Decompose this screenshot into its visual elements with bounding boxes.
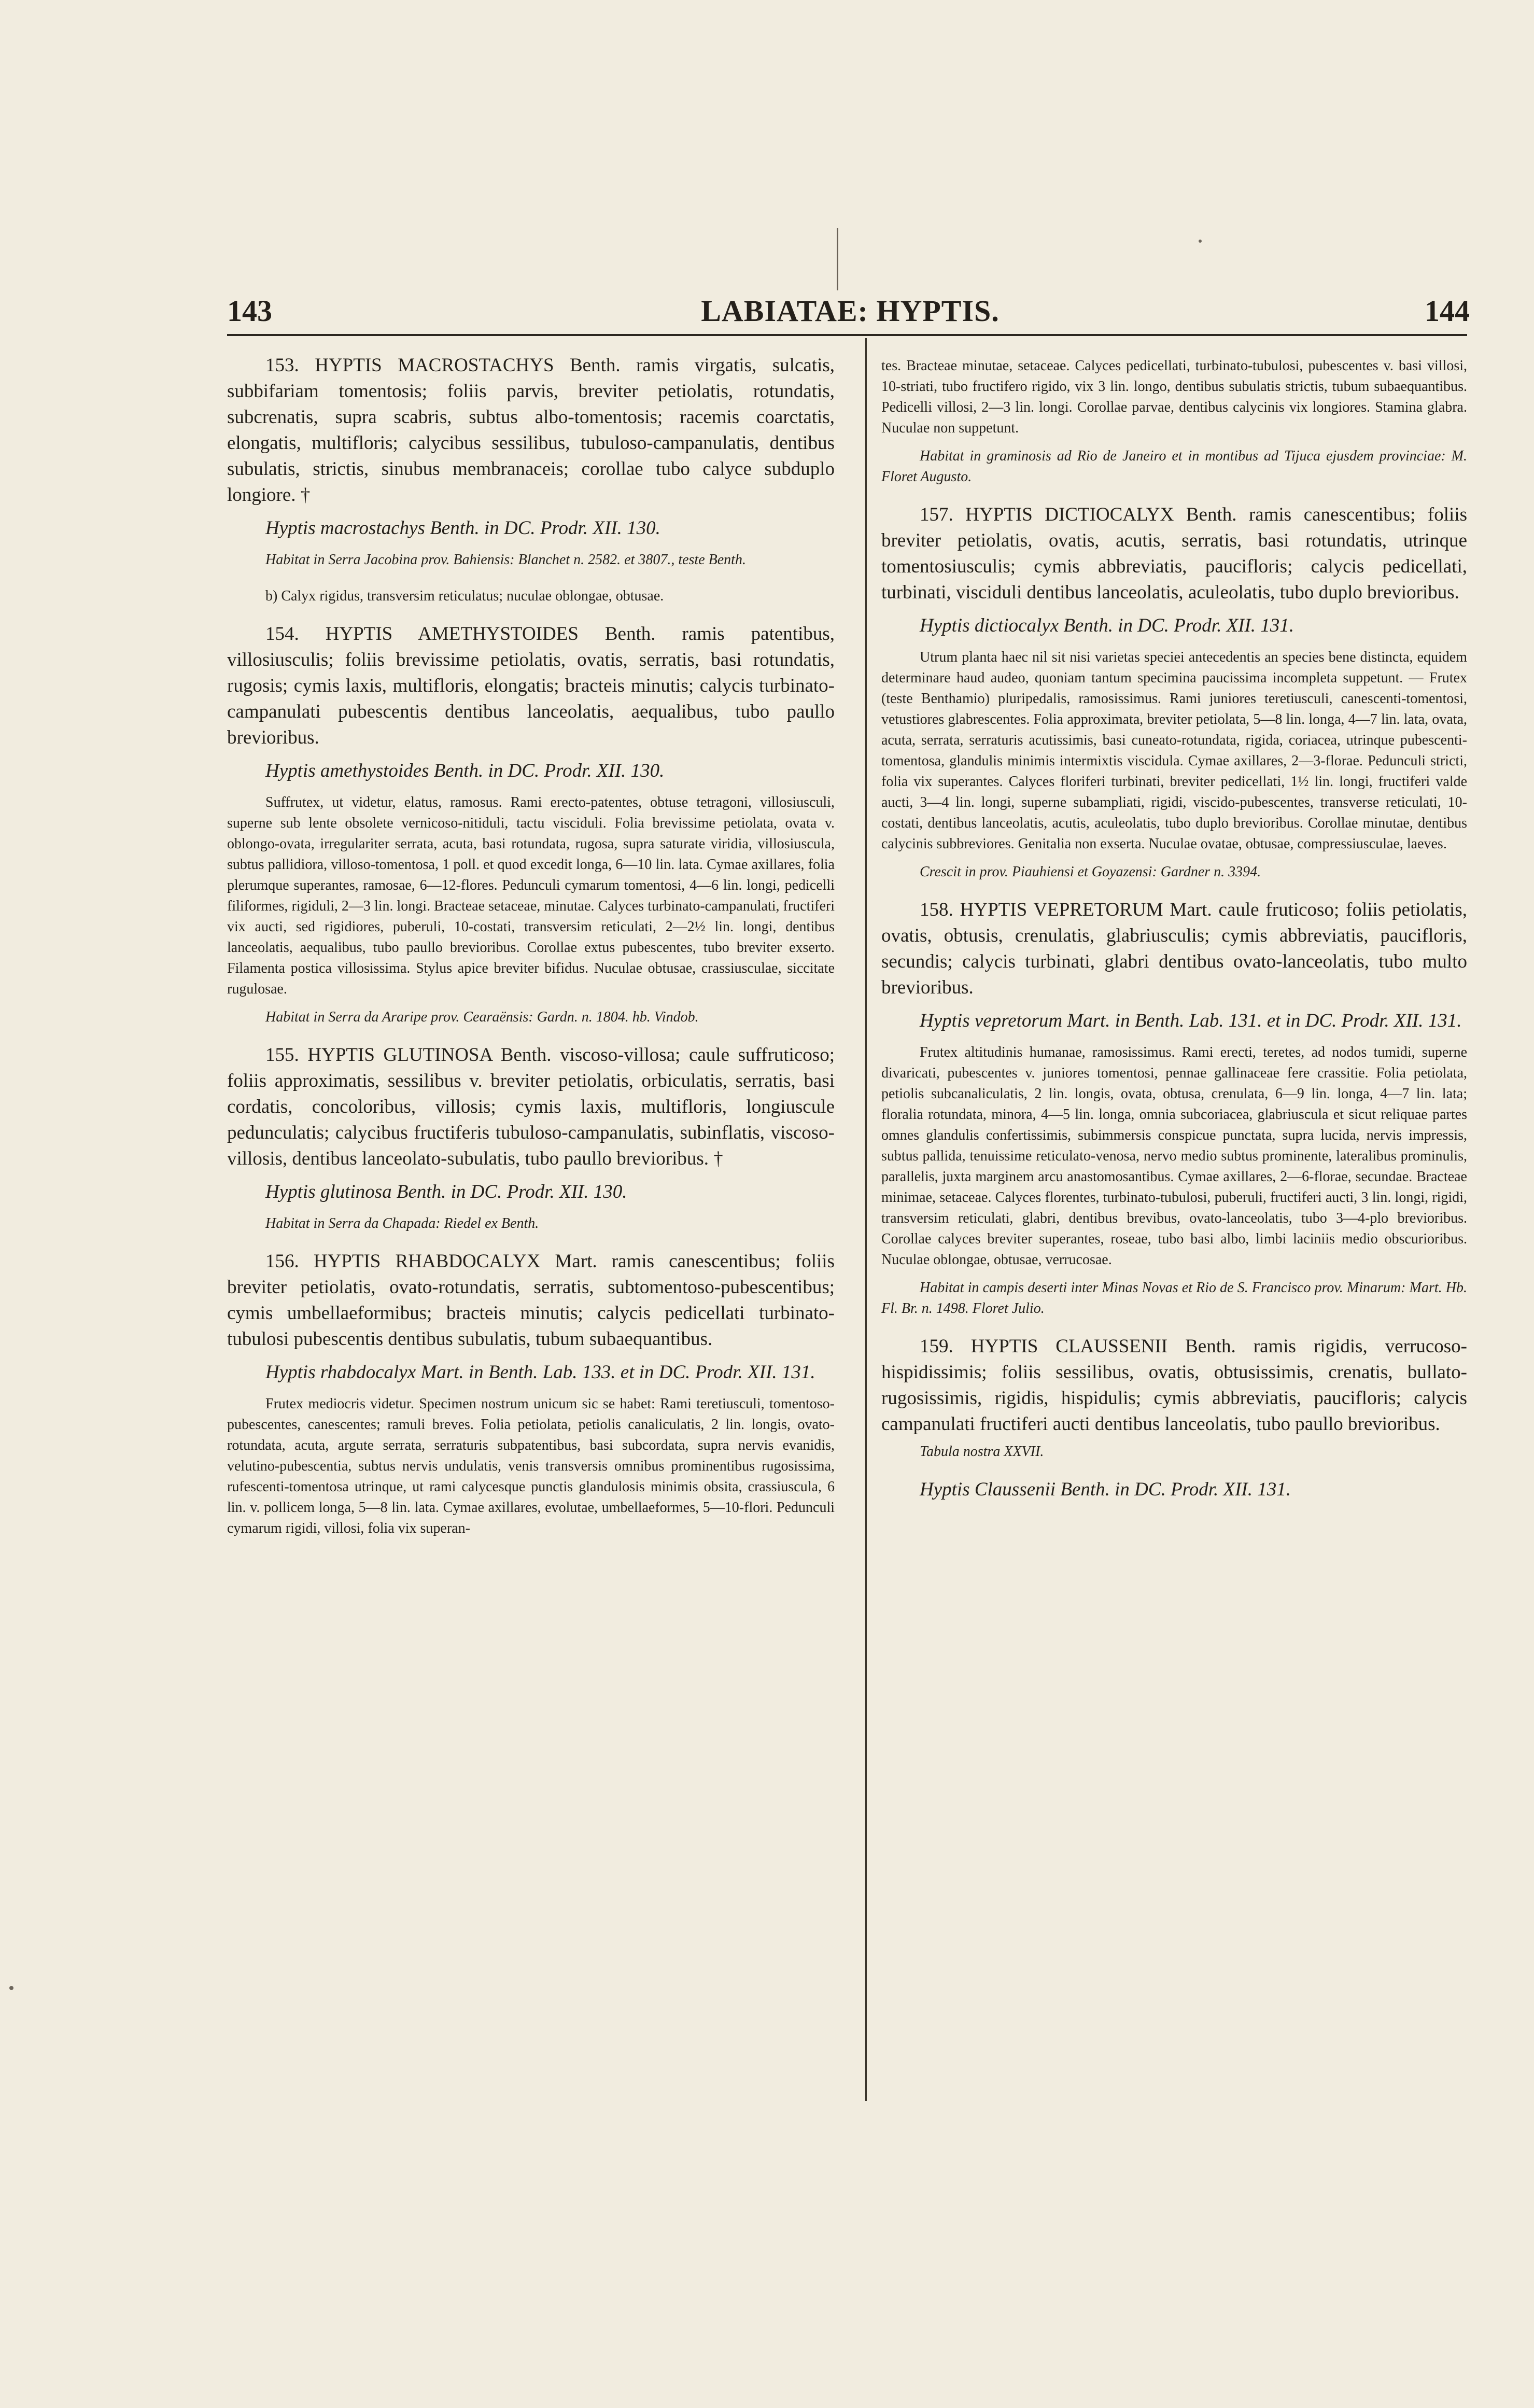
species-154-citation: Hyptis amethystoides Benth. in DC. Prodr. XII. 130. (265, 760, 665, 781)
column-divider (865, 338, 867, 2101)
species-153-habitat: Habitat in Serra Jacobina prov. Bahiensis: Blanchet n. 2582. et 3807., teste Benth. (265, 552, 746, 568)
species-157-citation: Hyptis dictiocalyx Benth. in DC. Prodr. XII. 131. (920, 615, 1294, 636)
species-156-description: Frutex mediocris videtur. Specimen nostrum unicum sic se habet: Rami teretiusculi, tomentoso-pubescentes, canescentes; ramuli breves. Folia petiolata, petiolis canaliculatis, 2 lin. longis, ovato-rotundata, acuta, argute serrata, serraturis subpatentibus, basi subcordata, supra nervis evanidis, velutino-pubescentia, subtus nervis undulatis, venis transversis omnibus prominentibus rugosissima, rufescenti-tomentosa utrinque, ut rami calycesque punctis glandulosis minimis obsita, crassiuscula, 6 lin. v. pollicem longa, 5—8 lin. lata. Cymae axillares, evolutae, umbellaeformes, 5—10-flori. Pedunculi cymarum rigidi, villosi, folia vix superan- (227, 1396, 835, 1536)
species-155-citation: Hyptis glutinosa Benth. in DC. Prodr. XII. 130. (265, 1181, 627, 1202)
species-154-diagnosis: 154. HYPTIS AMETHYSTOIDES Benth. ramis patentibus, villosiusculis; foliis brevissime petiolatis, ovatis, serratis, basi rotundatis, rugosis; cymis laxis, multifloris, elongatis; bracteis minutis; calycis turbinato-campanulati pubescentis dentibus lanceolatis, aequalibus, tubo paullo brevioribus. (227, 623, 835, 748)
species-158-description: Frutex altitudinis humanae, ramosissimus. Rami erecti, teretes, ad nodos tumidi, superne divaricati, pubescentes v. juniores tomentosi, pennae gallinaceae fere crassitie. Folia petiolata, petiolis subcanaliculatis, 2 lin. longis, ovata, obtusa, crenulata, 6—9 lin. longa, 4—7 lin. lata; floralia rotundata, minora, 4—5 lin. longa, omnia subcoriacea, glabriuscula et sicut reliquae partes omnes glandulis confertissimis, subimmersis conspicue punctata, supra lucida, nervis impressis, subtus pallida, tenuissime reticulato-venosa, nervo medio subtus prominente, lateralibus prominulis, parallelis, juxta marginem arcu anastomosantibus. Cymae axillares, 2—6-florae, secundae. Bracteae minimae, setaceae. Calyces florentes, turbinato-tubulosi, puberuli, fructiferi aucti, 3 lin. longi, rigidi, transversim reticulati, glabri, dentibus brevibus, ovato-lanceolatis, tubo 3—4-plo brevioribus. Corollae calyces breviter superantes, roseae, tubo basi albo, limbi laciniis medio obscurioribus. Nuculae oblongae, obtusae, verrucosae. (881, 1044, 1467, 1268)
species-158-habitat: Habitat in campis deserti inter Minas Novas et Rio de S. Francisco prov. Minarum: Mart. Hb. Fl. Br. n. 1498. Floret Julio. (881, 1280, 1467, 1317)
species-153-variety: b) Calyx rigidus, transversim reticulatus; nuculae oblongae, obtusae. (265, 588, 664, 604)
species-156-diagnosis: 156. HYPTIS RHABDOCALYX Mart. ramis canescentibus; foliis breviter petiolatis, ovato-rotundatis, serratis, subtomentoso-pubescentibus; cymis umbellaeformibus; bracteis minutis; calycis pedicellati turbinato-tubulosi pubescentis dentibus subulatis, tubum subaequantibus. (227, 1251, 835, 1350)
species-156-citation: Hyptis rhabdocalyx Mart. in Benth. Lab. 133. et in DC. Prodr. XII. 131. (265, 1362, 815, 1383)
species-159 (881, 1334, 1467, 1503)
page-number-right: 144 (1425, 294, 1470, 328)
page-header (0, 290, 1534, 332)
species-157-description: Utrum planta haec nil sit nisi varietas speciei antecedentis an species bene distincta, equidem determinare haud audeo, quoniam tantum specimina paucissima incompleta suppetunt. — Frutex (teste Benthamio) pluripedalis, ramosissimus. Rami juniores teretiusculi, canescenti-tomentosi, vetustiores glabrescentes. Folia approximata, breviter petiolata, 5—8 lin. longa, 4—7 lin. lata, ovata, acuta, serrata, serraturis acutissimis, basi cuneato-rotundata, rigida, coriacea, utrinque pubescenti-tomentosa, glandulis minimis intermixtis viscidula. Cymae axillares, 2—3-florae. Pedunculi stricti, folia vix superantes. Calyces floriferi turbinati, breviter pedicellati, 1½ lin. longi, fructiferi valde aucti, 3—4 lin. longi, superne subampliati, rigidi, viscido-pubescentes, transverse reticulati, 10-costati, dentibus lanceolatis, acutis, aculeolatis, tubo duplo brevioribus. Corollae minutae, dentibus calycinis subbreviores. Genitalia non exserta. Nuculae ovatae, obtusae, compressiusculae, laeves. (881, 649, 1467, 852)
right-column (881, 353, 1467, 1517)
species-157 (881, 502, 1467, 883)
species-154 (227, 621, 835, 1028)
species-158-citation: Hyptis vepretorum Mart. in Benth. Lab. 131. et in DC. Prodr. XII. 131. (920, 1010, 1462, 1031)
species-154-description: Suffrutex, ut videtur, elatus, ramosus. Rami erecto-patentes, obtuse tetragoni, villosiusculi, superne sub lente obsolete vernicoso-nitiduli, tactu visciduli. Folia brevissime petiolata, ovata v. oblongo-ovata, irregulariter serrata, acuta, basi rotundata, rugosa, supra saturate viridia, villosiuscula, subtus pallidiora, villoso-tomentosa, 1 poll. et quod excedit longa, 6—10 lin. lata. Cymae axillares, folia plerumque superantes, ramosae, 6—12-flores. Pedunculi cymarum tomentosi, 4—6 lin. longi, pedicelli filiformes, rigiduli, 2—3 lin. longi. Bracteae setaceae, minutae. Calyces turbinato-campanulati, fructiferi vix aucti, sed rigidiores, puberuli, 10-costati, transversim reticulati, 2—2½ lin. longi, dentibus lanceolatis, aequalibus, tubo paullo brevioribus. Corollae extus pubescentes, tubo breviter exserto. Filamenta postica villosissima. Stylus apice breviter bifidus. Nuculae obtusae, crassiusculae, siccitate rugulosae. (227, 794, 835, 997)
running-head: LABIATAE: HYPTIS. (701, 294, 1000, 328)
species-153 (227, 353, 835, 607)
species-159-diagnosis: 159. HYPTIS CLAUSSENII Benth. ramis rigidis, verrucoso-hispidissimis; foliis sessilibus, ovatis, obtusissimis, crenatis, bullato-rugosissimis, rigidis, hispidulis; cymis abbreviatis, paucifloris; calycis campanulati fructiferi aucti dentibus lanceolatis, tubo paullo brevioribus. (881, 1336, 1467, 1435)
species-155-diagnosis: 155. HYPTIS GLUTINOSA Benth. viscoso-villosa; caule suffruticoso; foliis approximatis, sessilibus v. breviter petiolatis, orbiculatis, serratis, basi cordatis, concoloribus, villosis; cymis laxis, multifloris, longiuscule pedunculatis; calycibus fructiferis tubuloso-campanulatis, subinflatis, viscoso-villosis, dentibus lanceolato-subulatis, tubo paullo brevioribus. † (227, 1044, 835, 1169)
species-156-habitat: Habitat in graminosis ad Rio de Janeiro et in montibus ad Tijuca ejusdem provinciae: M. Floret Augusto. (881, 448, 1467, 485)
species-153-citation: Hyptis macrostachys Benth. in DC. Prodr. XII. 130. (265, 517, 660, 539)
paper-speck (1199, 240, 1202, 243)
species-159-citation: Hyptis Claussenii Benth. in DC. Prodr. XII. 131. (920, 1479, 1291, 1500)
species-157-diagnosis: 157. HYPTIS DICTIOCALYX Benth. ramis canescentibus; foliis breviter petiolatis, ovatis, acutis, serratis, basi rotundatis, utrinque tomentosiusculis; cymis abbreviatis, paucifloris; calycis pedicellati, turbinati, visciduli dentibus lanceolatis, aculeolatis, tubo duplo brevioribus. (881, 504, 1467, 603)
species-154-habitat: Habitat in Serra da Araripe prov. Cearaënsis: Gardn. n. 1804. hb. Vindob. (265, 1009, 699, 1025)
species-156-description-continued: tes. Bracteae minutae, setaceae. Calyces pedicellati, turbinato-tubulosi, pubescentes v. basi villosi, 10-striati, tubo fructifero rigido, vix 3 lin. longo, dentibus subulatis strictis, tubum subaequantibus. Pedicelli villosi, 2—3 lin. longi. Corollae parvae, dentibus calycinis vix longiores. Stamina glabra. Nuculae non suppetunt. (881, 358, 1467, 436)
header-rule (227, 334, 1467, 336)
species-158-diagnosis: 158. HYPTIS VEPRETORUM Mart. caule fruticoso; foliis petiolatis, ovatis, obtusis, crenulatis, glabriusculis; cymis abbreviatis, paucifloris, secundis; calycis turbinati, glabri dentibus ovato-lanceolatis, tubo multo brevioribus. (881, 899, 1467, 998)
species-155-habitat: Habitat in Serra da Chapada: Riedel ex Benth. (265, 1215, 539, 1231)
species-156-continued (881, 356, 1467, 487)
species-156 (227, 1249, 835, 1539)
top-rule-mark (837, 228, 838, 290)
page-number-left: 143 (227, 294, 272, 328)
species-157-habitat: Crescit in prov. Piauhiensi et Goyazensi: Gardner n. 3394. (920, 864, 1261, 880)
species-155 (227, 1042, 835, 1234)
left-column (227, 353, 835, 1553)
margin-speck (9, 1986, 13, 1990)
species-158 (881, 897, 1467, 1319)
species-159-plate-reference: Tabula nostra XXVII. (920, 1444, 1044, 1460)
species-153-diagnosis: 153. HYPTIS MACROSTACHYS Benth. ramis virgatis, sulcatis, subbifariam tomentosis; foliis parvis, breviter petiolatis, rotundatis, subcrenatis, supra scabris, subtus albo-tomentosis; racemis coarctatis, elongatis, multifloris; calycibus sessilibus, tubuloso-campanulatis, dentibus subulatis, strictis, sinubus membranaceis; corollae tubo calyce subduplo longiore. † (227, 355, 835, 506)
